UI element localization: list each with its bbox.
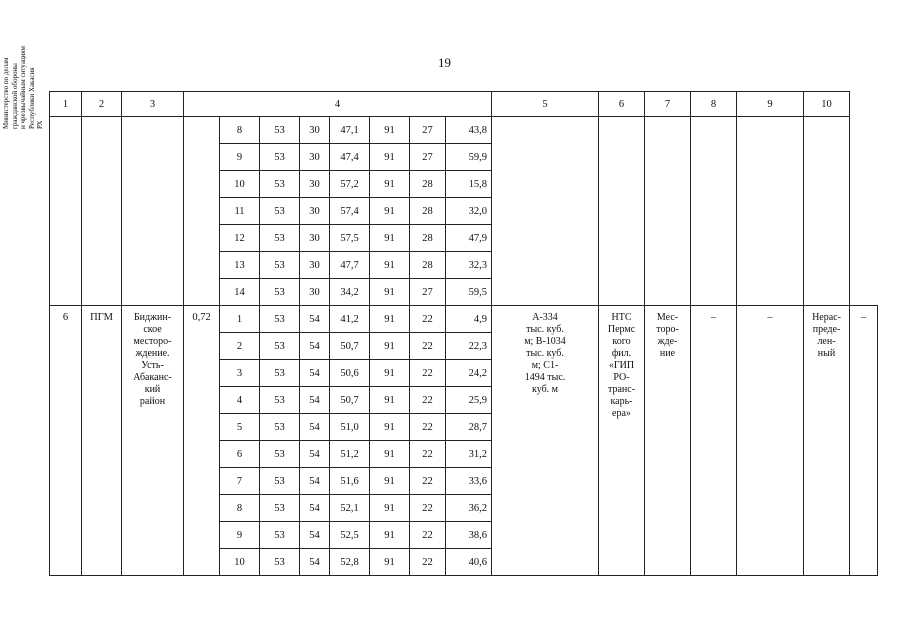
stamp-line: Республики Хакасия: [27, 67, 36, 129]
header-cell-5: 5: [492, 92, 599, 117]
coord-cell: 53: [260, 117, 300, 144]
coord-cell: 53: [260, 171, 300, 198]
coord-cell: 3: [220, 360, 260, 387]
coord-cell: 52,8: [330, 549, 370, 576]
coord-cell: 28: [410, 198, 446, 225]
coord-cell: 15,8: [446, 171, 492, 198]
coord-cell: 4: [220, 387, 260, 414]
coord-cell: 22: [410, 468, 446, 495]
coord-cell: 33,6: [446, 468, 492, 495]
coord-cell: 50,7: [330, 333, 370, 360]
coord-cell: 40,6: [446, 549, 492, 576]
header-cell-3: 3: [122, 92, 184, 117]
license-status: Нерас- преде- лен- ный: [804, 306, 850, 576]
coord-cell: 91: [370, 495, 410, 522]
coord-cell: 28,7: [446, 414, 492, 441]
coord-cell: 22: [410, 306, 446, 333]
coord-cell: 91: [370, 441, 410, 468]
stamp-line: и чрезвычайным ситуациям: [19, 46, 27, 129]
coord-cell: 22: [410, 441, 446, 468]
coord-cell: 53: [260, 441, 300, 468]
coord-cell: 28: [410, 171, 446, 198]
empty-cell-col8: [691, 117, 737, 306]
coord-cell: 54: [300, 468, 330, 495]
coord-cell: 91: [370, 414, 410, 441]
stamp-line: Министерство по делам: [2, 57, 10, 129]
coord-cell: 91: [370, 360, 410, 387]
coord-cell: 91: [370, 306, 410, 333]
coord-cell: 6: [220, 441, 260, 468]
header-cell-7: 7: [645, 92, 691, 117]
header-cell-2: 2: [82, 92, 122, 117]
coord-cell: 53: [260, 387, 300, 414]
empty-cell-col9: [737, 117, 804, 306]
coord-cell: 91: [370, 198, 410, 225]
coord-cell: 36,2: [446, 495, 492, 522]
coord-cell: 91: [370, 225, 410, 252]
page-number: 19: [438, 55, 451, 70]
table-row: [50, 117, 878, 144]
coord-cell: 30: [300, 144, 330, 171]
coord-cell: 91: [370, 468, 410, 495]
header-cell-4: 4: [184, 92, 492, 117]
coord-cell: 53: [260, 225, 300, 252]
mineral-type: ПГМ: [82, 306, 122, 576]
reserves: А-334 тыс. куб. м; В-1034 тыс. куб. м; С1- 1494 тыс. куб. м: [492, 306, 599, 576]
stamp-line: РХ: [36, 120, 44, 129]
deposit-status: Мес- торо- жде- ние: [645, 306, 691, 576]
coord-cell: 91: [370, 387, 410, 414]
coord-cell: 59,5: [446, 279, 492, 306]
coord-cell: 22: [410, 333, 446, 360]
coord-cell: 53: [260, 252, 300, 279]
coord-cell: 53: [260, 414, 300, 441]
coord-cell: 91: [370, 144, 410, 171]
empty-cell-col7: [645, 117, 691, 306]
coord-cell: 22: [410, 414, 446, 441]
coord-cell: 91: [370, 117, 410, 144]
coord-cell: 53: [260, 468, 300, 495]
coord-cell: 41,2: [330, 306, 370, 333]
coord-cell: 43,8: [446, 117, 492, 144]
coord-cell: 53: [260, 306, 300, 333]
coord-cell: 12: [220, 225, 260, 252]
stamp-line: гражданской обороны: [10, 63, 19, 129]
header-cell-9: 9: [737, 92, 804, 117]
approval-stamp: [2, 25, 50, 129]
coord-cell: 54: [300, 522, 330, 549]
coord-cell: 30: [300, 198, 330, 225]
coord-cell: 54: [300, 306, 330, 333]
coord-cell: 22: [410, 360, 446, 387]
empty-cell-col5: [492, 117, 599, 306]
coord-cell: 7: [220, 468, 260, 495]
table-row: [50, 306, 878, 333]
coord-cell: 22: [410, 522, 446, 549]
coord-cell: 91: [370, 333, 410, 360]
coord-cell: 53: [260, 360, 300, 387]
coord-cell: 47,7: [330, 252, 370, 279]
col7-value: –: [691, 306, 737, 576]
coord-cell: 10: [220, 171, 260, 198]
coord-cell: 53: [260, 333, 300, 360]
coord-cell: 30: [300, 171, 330, 198]
header-cell-8: 8: [691, 92, 737, 117]
coord-cell: 11: [220, 198, 260, 225]
coord-cell: 91: [370, 549, 410, 576]
coord-cell: 54: [300, 549, 330, 576]
coord-cell: 32,3: [446, 252, 492, 279]
coord-cell: 1: [220, 306, 260, 333]
coord-cell: 4,9: [446, 306, 492, 333]
coord-cell: 51,0: [330, 414, 370, 441]
coord-cell: 22: [410, 549, 446, 576]
coord-cell: 47,4: [330, 144, 370, 171]
coord-cell: 30: [300, 279, 330, 306]
coord-cell: 34,2: [330, 279, 370, 306]
coord-cell: 8: [220, 117, 260, 144]
coord-cell: 2: [220, 333, 260, 360]
header-cell-10: 10: [804, 92, 850, 117]
area-value: 0,72: [184, 306, 220, 576]
coord-cell: 54: [300, 360, 330, 387]
coord-cell: 38,6: [446, 522, 492, 549]
empty-cell-col2: [82, 117, 122, 306]
coord-cell: 27: [410, 279, 446, 306]
coord-cell: 9: [220, 144, 260, 171]
coord-cell: 53: [260, 144, 300, 171]
coord-cell: 54: [300, 495, 330, 522]
coord-cell: 24,2: [446, 360, 492, 387]
deposit-number: 6: [50, 306, 82, 576]
coord-cell: 53: [260, 495, 300, 522]
coord-cell: 50,6: [330, 360, 370, 387]
coord-cell: 22: [410, 387, 446, 414]
deposits-table: [49, 91, 878, 576]
coord-cell: 53: [260, 522, 300, 549]
coord-cell: 53: [260, 549, 300, 576]
coord-cell: 8: [220, 495, 260, 522]
coord-cell: 57,5: [330, 225, 370, 252]
coord-cell: 51,2: [330, 441, 370, 468]
coord-cell: 5: [220, 414, 260, 441]
coord-cell: 53: [260, 198, 300, 225]
coord-cell: 52,1: [330, 495, 370, 522]
coord-cell: 53: [260, 279, 300, 306]
coord-cell: 47,1: [330, 117, 370, 144]
coord-cell: 13: [220, 252, 260, 279]
coord-cell: 54: [300, 414, 330, 441]
coord-cell: 27: [410, 117, 446, 144]
coord-cell: 22,3: [446, 333, 492, 360]
coord-cell: 57,2: [330, 171, 370, 198]
coord-cell: 47,9: [446, 225, 492, 252]
coord-cell: 22: [410, 495, 446, 522]
deposit-name: Биджин- ское месторо- ждение. Усть- Абаканс- кий район: [122, 306, 184, 576]
coord-cell: 10: [220, 549, 260, 576]
empty-cell-col4a: [184, 117, 220, 306]
col8-value: –: [737, 306, 804, 576]
coord-cell: 91: [370, 252, 410, 279]
coord-cell: 28: [410, 225, 446, 252]
coord-cell: 54: [300, 441, 330, 468]
coord-cell: 91: [370, 522, 410, 549]
coord-cell: 28: [410, 252, 446, 279]
coord-cell: 14: [220, 279, 260, 306]
coord-cell: 31,2: [446, 441, 492, 468]
coord-cell: 91: [370, 279, 410, 306]
empty-cell-col3: [122, 117, 184, 306]
coord-cell: 25,9: [446, 387, 492, 414]
coord-cell: 30: [300, 117, 330, 144]
approval-source: НТС Пермс кого фил. «ГИП РО- транс- карь- ера»: [599, 306, 645, 576]
empty-cell-col6: [599, 117, 645, 306]
coord-cell: 32,0: [446, 198, 492, 225]
coord-cell: 27: [410, 144, 446, 171]
coord-cell: 52,5: [330, 522, 370, 549]
coord-cell: 59,9: [446, 144, 492, 171]
coord-cell: 30: [300, 225, 330, 252]
empty-cell-col10: [804, 117, 850, 306]
coord-cell: 54: [300, 333, 330, 360]
coord-cell: 91: [370, 171, 410, 198]
coord-cell: 57,4: [330, 198, 370, 225]
coord-cell: 30: [300, 252, 330, 279]
coord-cell: 50,7: [330, 387, 370, 414]
header-cell-1: 1: [50, 92, 82, 117]
col10-value: –: [850, 306, 878, 576]
header-cell-6: 6: [599, 92, 645, 117]
coord-cell: 51,6: [330, 468, 370, 495]
coord-cell: 54: [300, 387, 330, 414]
empty-cell-col1: [50, 117, 82, 306]
coord-cell: 9: [220, 522, 260, 549]
